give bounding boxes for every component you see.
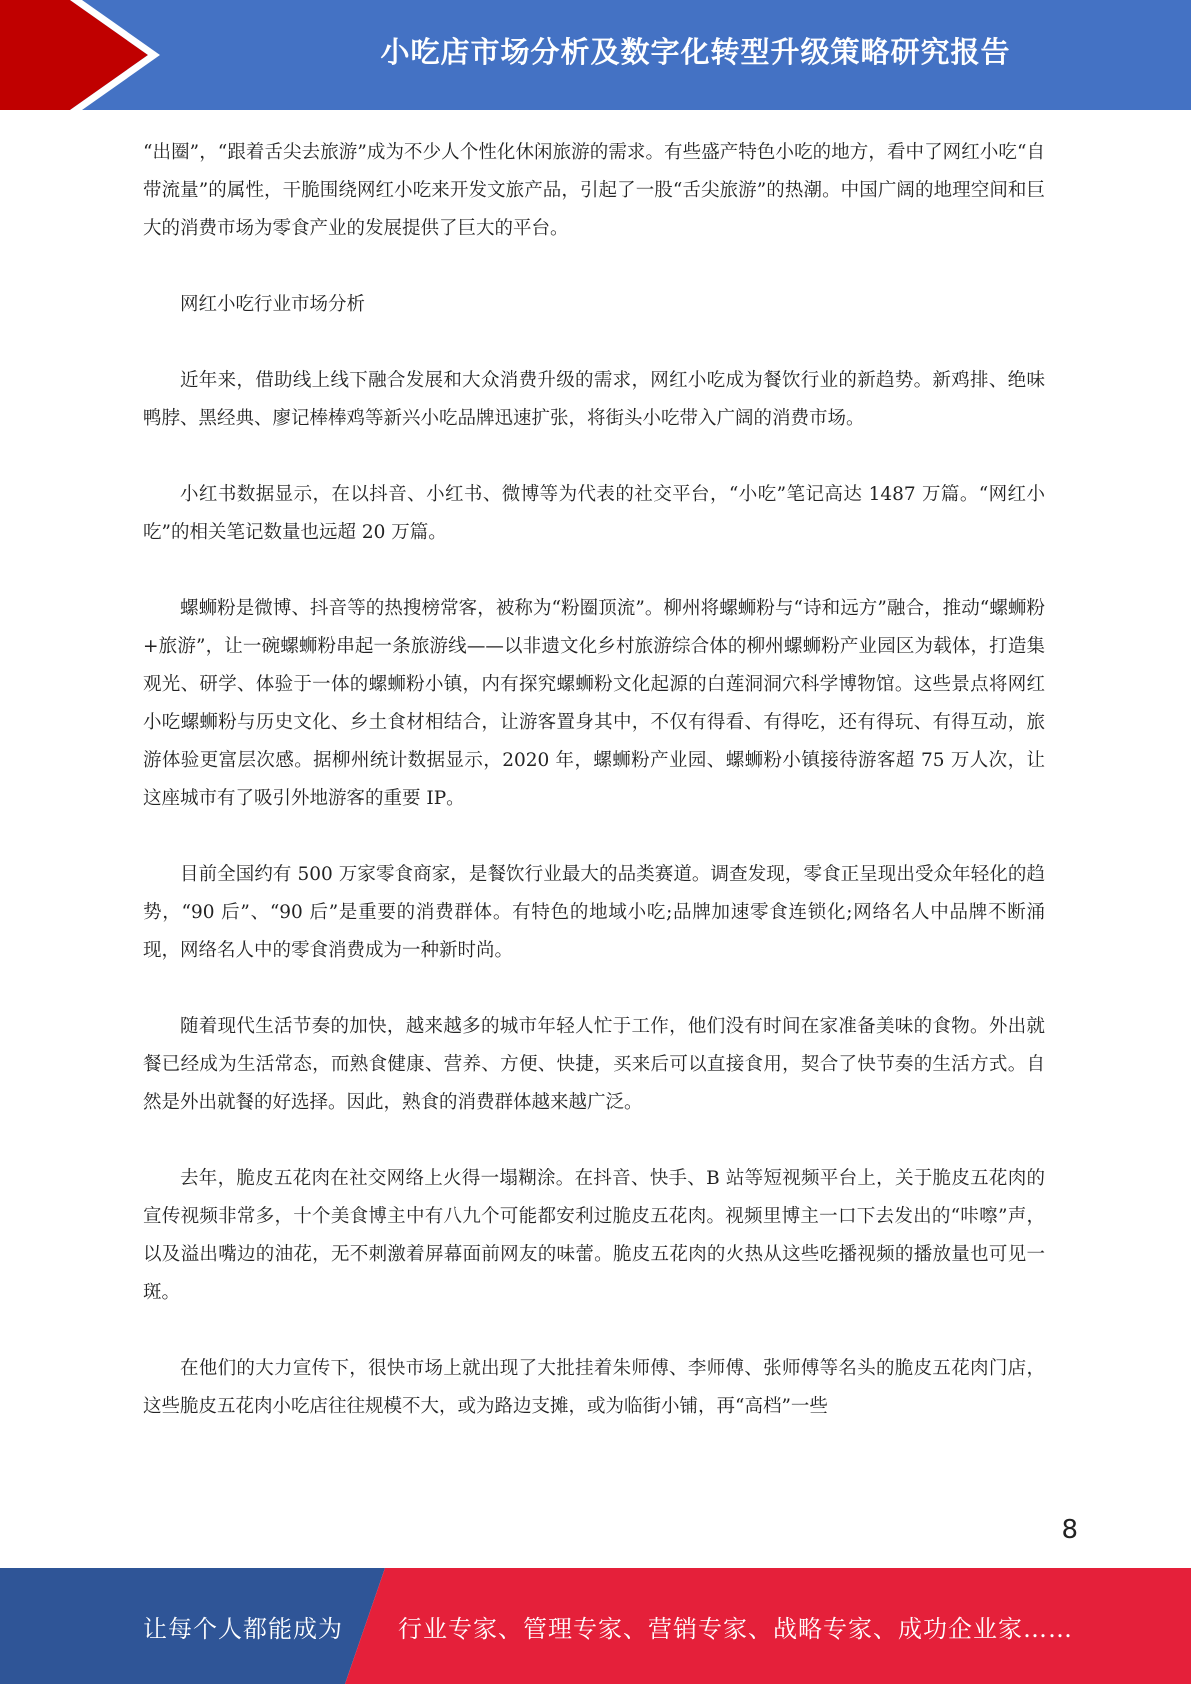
- report-title: 小吃店市场分析及数字化转型升级策略研究报告: [380, 34, 1011, 69]
- paragraph: 目前全国约有 500 万家零食商家，是餐饮行业最大的品类赛道。调查发现，零食正呈现出受众年轻化的趋势，“90 后”、“90 后”是重要的消费群体。有特色的地域小吃;品牌加速零食连锁化;网络名人中品牌不断涌现，网络名人中的零食消费成为一种新时尚。: [143, 864, 1045, 961]
- paragraph: 随着现代生活节奏的加快，越来越多的城市年轻人忙于工作，他们没有时间在家准备美味的食物。外出就餐已经成为生活常态，而熟食健康、营养、方便、快捷，买来后可以直接食用，契合了快节奏的生活方式。自然是外出就餐的好选择。因此，熟食的消费群体越来越广泛。: [143, 1016, 1045, 1113]
- paragraph: 近年来，借助线上线下融合发展和大众消费升级的需求，网红小吃成为餐饮行业的新趋势。新鸡排、绝味鸭脖、黑经典、廖记棒棒鸡等新兴小吃品牌迅速扩张，将街头小吃带入广阔的消费市场。: [143, 370, 1045, 429]
- paragraph: “出圈”，“跟着舌尖去旅游”成为不少人个性化休闲旅游的需求。有些盛产特色小吃的地方，看中了网红小吃“自带流量”的属性，干脆围绕网红小吃来开发文旅产品，引起了一股“舌尖旅游”的热潮。中国广阔的地理空间和巨大的消费市场为零食产业的发展提供了巨大的平台。: [143, 142, 1045, 239]
- page-header: [0, 0, 1191, 110]
- section-heading: 网红小吃行业市场分析: [180, 294, 366, 315]
- paragraph: 在他们的大力宣传下，很快市场上就出现了大批挂着朱师傅、李师傅、张师傅等名头的脆皮五花肉门店，这些脆皮五花肉小吃店往往规模不大，或为路边支摊，或为临街小铺，再“高档”一些: [143, 1358, 1045, 1417]
- body-text: [143, 134, 1045, 1464]
- paragraph: 螺蛳粉是微博、抖音等的热搜榜常客，被称为“粉圈顶流”。柳州将螺蛳粉与“诗和远方”融合，推动“螺蛳粉+旅游”，让一碗螺蛳粉串起一条旅游线——以非遗文化乡村旅游综合体的柳州螺蛳粉产业园区为载体，打造集观光、研学、体验于一体的螺蛳粉小镇，内有探究螺蛳粉文化起源的白莲洞洞穴科学博物馆。这些景点将网红小吃螺蛳粉与历史文化、乡土食材相结合，让游客置身其中，不仅有得看、有得吃，还有得玩、有得互动，旅游体验更富层次感。据柳州统计数据显示，2020 年，螺蛳粉产业园、螺蛳粉小镇接待游客超 75 万人次，让这座城市有了吸引外地游客的重要 IP。: [143, 598, 1045, 809]
- footer-slogan-left: 让每个人都能成为: [143, 1614, 343, 1643]
- paragraph: 去年，脆皮五花肉在社交网络上火得一塌糊涂。在抖音、快手、B 站等短视频平台上，关于脆皮五花肉的宣传视频非常多，十个美食博主中有八九个可能都安利过脆皮五花肉。视频里博主一口下去发出的“咔嚓”声，以及溢出嘴边的油花，无不刺激着屏幕面前网友的味蕾。脆皮五花肉的火热从这些吃播视频的播放量也可见一斑。: [143, 1168, 1045, 1303]
- page-number: 8: [1061, 1515, 1078, 1545]
- footer-slogan-right: 行业专家、管理专家、营销专家、战略专家、成功企业家……: [398, 1614, 1073, 1643]
- paragraph: 小红书数据显示，在以抖音、小红书、微博等为代表的社交平台，“小吃”笔记高达 1487 万篇。“网红小吃”的相关笔记数量也远超 20 万篇。: [143, 484, 1045, 543]
- page-footer: [0, 1568, 1191, 1684]
